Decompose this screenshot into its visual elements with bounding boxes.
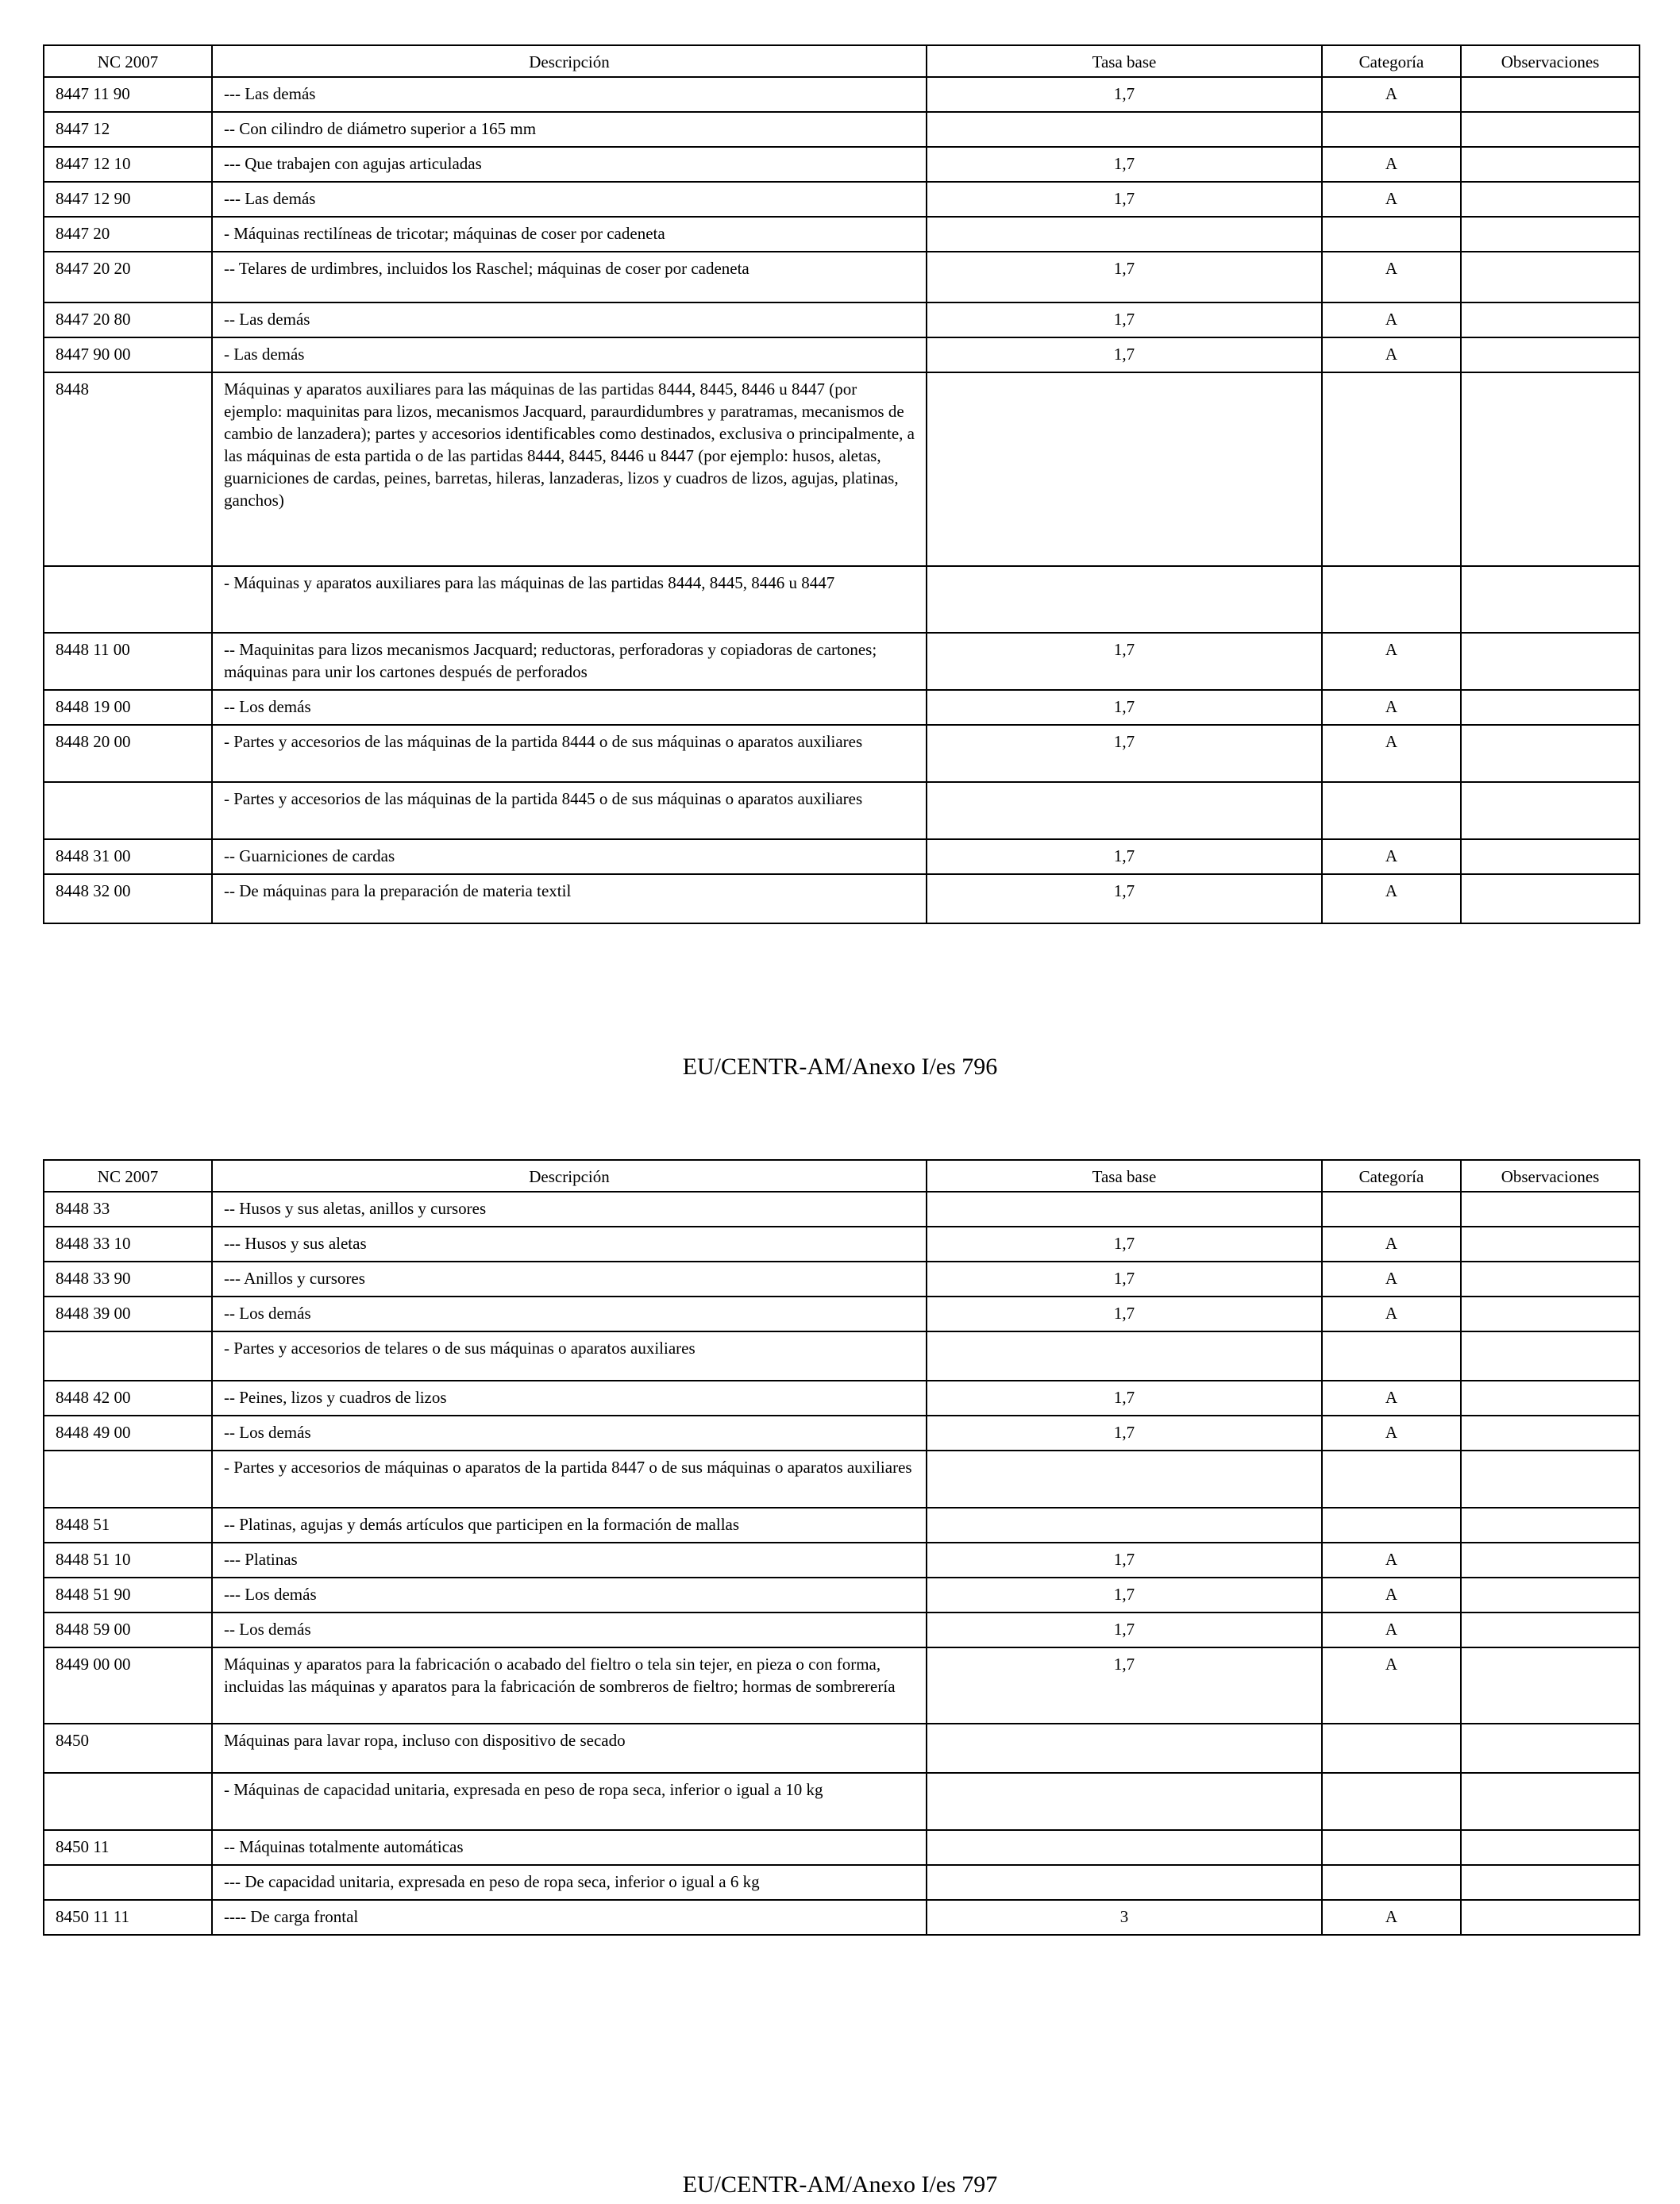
cell-category: [1322, 1192, 1461, 1227]
table-row: [44, 1613, 1640, 1647]
cell-rate: 1,7: [927, 633, 1322, 690]
cell-rate: [927, 372, 1322, 566]
cell-code: [44, 1331, 212, 1381]
cell-code: 8450 11: [44, 1830, 212, 1865]
cell-rate: 1,7: [927, 302, 1322, 337]
cell-rate: 1,7: [927, 77, 1322, 112]
cell-code: [44, 566, 212, 633]
cell-code: 8447 20: [44, 217, 212, 252]
cell-code: 8447 11 90: [44, 77, 212, 112]
cell-category: A: [1322, 182, 1461, 217]
cell-description: -- Husos y sus aletas, anillos y cursores: [212, 1192, 927, 1227]
cell-rate: [927, 1451, 1322, 1508]
cell-observations: [1461, 1578, 1640, 1613]
cell-description: - Partes y accesorios de las máquinas de la partida 8445 o de sus máquinas o aparatos auxiliares: [212, 782, 927, 839]
cell-rate: 1,7: [927, 839, 1322, 874]
header-category: Categoría: [1322, 1160, 1461, 1192]
cell-category: A: [1322, 725, 1461, 782]
header-observations: Observaciones: [1461, 45, 1640, 77]
cell-observations: [1461, 1192, 1640, 1227]
cell-description: --- Las demás: [212, 77, 927, 112]
table-header-row: [44, 1160, 1640, 1192]
cell-description: --- Anillos y cursores: [212, 1262, 927, 1297]
cell-observations: [1461, 1381, 1640, 1416]
cell-category: A: [1322, 690, 1461, 725]
table-row: [44, 633, 1640, 690]
cell-observations: [1461, 1451, 1640, 1508]
table-row: [44, 337, 1640, 372]
cell-description: -- Los demás: [212, 1613, 927, 1647]
table-row: [44, 1297, 1640, 1331]
cell-rate: [927, 1508, 1322, 1543]
cell-rate: 1,7: [927, 1416, 1322, 1451]
cell-description: --- Que trabajen con agujas articuladas: [212, 147, 927, 182]
cell-rate: 1,7: [927, 725, 1322, 782]
cell-observations: [1461, 1297, 1640, 1331]
cell-rate: [927, 1192, 1322, 1227]
cell-code: 8448 20 00: [44, 725, 212, 782]
table-header-row: [44, 45, 1640, 77]
cell-code: 8448 49 00: [44, 1416, 212, 1451]
table-row: [44, 1451, 1640, 1508]
cell-code: 8450 11 11: [44, 1900, 212, 1935]
cell-code: 8447 12 90: [44, 182, 212, 217]
cell-observations: [1461, 782, 1640, 839]
table-row: [44, 874, 1640, 923]
table-row: [44, 77, 1640, 112]
cell-description: --- De capacidad unitaria, expresada en peso de ropa seca, inferior o igual a 6 kg: [212, 1865, 927, 1900]
cell-category: A: [1322, 1227, 1461, 1262]
cell-code: [44, 782, 212, 839]
cell-rate: [927, 1773, 1322, 1830]
cell-rate: 1,7: [927, 874, 1322, 923]
table-row: [44, 1773, 1640, 1830]
cell-rate: [927, 217, 1322, 252]
cell-observations: [1461, 147, 1640, 182]
cell-observations: [1461, 1543, 1640, 1578]
tariff-table-page-797: [43, 1159, 1640, 1936]
table-row: [44, 1227, 1640, 1262]
cell-rate: 1,7: [927, 690, 1322, 725]
cell-description: -- Los demás: [212, 1297, 927, 1331]
table-row: [44, 1830, 1640, 1865]
header-category: Categoría: [1322, 45, 1461, 77]
cell-code: 8448 33: [44, 1192, 212, 1227]
cell-code: 8447 12 10: [44, 147, 212, 182]
cell-rate: [927, 112, 1322, 147]
cell-description: -- De máquinas para la preparación de materia textil: [212, 874, 927, 923]
table-row: [44, 252, 1640, 302]
cell-code: 8448 59 00: [44, 1613, 212, 1647]
cell-rate: [927, 1865, 1322, 1900]
table-row: [44, 1724, 1640, 1773]
table-row: [44, 182, 1640, 217]
header-observations: Observaciones: [1461, 1160, 1640, 1192]
cell-code: [44, 1773, 212, 1830]
table-row: [44, 112, 1640, 147]
cell-category: [1322, 217, 1461, 252]
cell-rate: [927, 566, 1322, 633]
cell-observations: [1461, 633, 1640, 690]
cell-category: A: [1322, 1297, 1461, 1331]
cell-category: A: [1322, 874, 1461, 923]
cell-observations: [1461, 1331, 1640, 1381]
table-row: [44, 1192, 1640, 1227]
cell-code: [44, 1451, 212, 1508]
cell-description: -- Maquinitas para lizos mecanismos Jacquard; reductoras, perforadoras y copiadoras de cartones; máquinas para unir los cartones después de perforados: [212, 633, 927, 690]
cell-category: [1322, 112, 1461, 147]
cell-observations: [1461, 839, 1640, 874]
table-row: [44, 1508, 1640, 1543]
cell-category: A: [1322, 337, 1461, 372]
table-row: [44, 1647, 1640, 1724]
table-row: [44, 217, 1640, 252]
cell-observations: [1461, 1900, 1640, 1935]
header-code: NC 2007: [44, 1160, 212, 1192]
cell-category: A: [1322, 1543, 1461, 1578]
table-row: [44, 566, 1640, 633]
cell-observations: [1461, 217, 1640, 252]
cell-observations: [1461, 725, 1640, 782]
header-rate: Tasa base: [927, 1160, 1322, 1192]
cell-category: [1322, 1508, 1461, 1543]
cell-observations: [1461, 1262, 1640, 1297]
header-code: NC 2007: [44, 45, 212, 77]
cell-observations: [1461, 874, 1640, 923]
cell-code: 8448 33 10: [44, 1227, 212, 1262]
cell-category: A: [1322, 1381, 1461, 1416]
cell-code: 8450: [44, 1724, 212, 1773]
cell-category: [1322, 1865, 1461, 1900]
cell-code: 8448 31 00: [44, 839, 212, 874]
cell-rate: 1,7: [927, 182, 1322, 217]
cell-observations: [1461, 690, 1640, 725]
cell-code: 8448 51 10: [44, 1543, 212, 1578]
cell-category: [1322, 1331, 1461, 1381]
cell-category: A: [1322, 77, 1461, 112]
cell-description: - Partes y accesorios de las máquinas de la partida 8444 o de sus máquinas o aparatos auxiliares: [212, 725, 927, 782]
cell-category: A: [1322, 252, 1461, 302]
cell-rate: 3: [927, 1900, 1322, 1935]
cell-rate: 1,7: [927, 1543, 1322, 1578]
table-row: [44, 839, 1640, 874]
table-row: [44, 1331, 1640, 1381]
cell-rate: 1,7: [927, 1647, 1322, 1724]
cell-category: A: [1322, 633, 1461, 690]
table-row: [44, 1578, 1640, 1613]
table-row: [44, 147, 1640, 182]
cell-code: 8447 20 80: [44, 302, 212, 337]
cell-description: --- Las demás: [212, 182, 927, 217]
table-row: [44, 690, 1640, 725]
cell-code: 8448 11 00: [44, 633, 212, 690]
table-row: [44, 1900, 1640, 1935]
cell-category: A: [1322, 1578, 1461, 1613]
cell-rate: 1,7: [927, 1381, 1322, 1416]
cell-description: ---- De carga frontal: [212, 1900, 927, 1935]
cell-category: [1322, 372, 1461, 566]
cell-observations: [1461, 1865, 1640, 1900]
cell-category: A: [1322, 1416, 1461, 1451]
cell-description: --- Platinas: [212, 1543, 927, 1578]
cell-category: [1322, 1451, 1461, 1508]
header-description: Descripción: [212, 1160, 927, 1192]
header-description: Descripción: [212, 45, 927, 77]
cell-description: -- Los demás: [212, 690, 927, 725]
cell-category: A: [1322, 1262, 1461, 1297]
cell-description: -- Peines, lizos y cuadros de lizos: [212, 1381, 927, 1416]
cell-code: 8448 33 90: [44, 1262, 212, 1297]
cell-rate: 1,7: [927, 252, 1322, 302]
page-footer-797: EU/CENTR-AM/Anexo I/es 797: [682, 2171, 998, 2198]
cell-rate: [927, 1830, 1322, 1865]
cell-code: 8447 90 00: [44, 337, 212, 372]
cell-observations: [1461, 566, 1640, 633]
table-row: [44, 372, 1640, 566]
cell-description: -- Telares de urdimbres, incluidos los Raschel; máquinas de coser por cadeneta: [212, 252, 927, 302]
cell-description: - Partes y accesorios de máquinas o aparatos de la partida 8447 o de sus máquinas o aparatos auxiliares: [212, 1451, 927, 1508]
cell-rate: 1,7: [927, 1297, 1322, 1331]
table-row: [44, 1416, 1640, 1451]
cell-category: [1322, 1830, 1461, 1865]
cell-category: [1322, 566, 1461, 633]
cell-observations: [1461, 1508, 1640, 1543]
cell-description: -- Las demás: [212, 302, 927, 337]
cell-observations: [1461, 337, 1640, 372]
cell-category: A: [1322, 147, 1461, 182]
cell-rate: [927, 1331, 1322, 1381]
cell-observations: [1461, 252, 1640, 302]
table-row: [44, 1381, 1640, 1416]
cell-code: 8448 51: [44, 1508, 212, 1543]
cell-description: -- Guarniciones de cardas: [212, 839, 927, 874]
cell-description: - Partes y accesorios de telares o de sus máquinas o aparatos auxiliares: [212, 1331, 927, 1381]
cell-description: -- Máquinas totalmente automáticas: [212, 1830, 927, 1865]
cell-observations: [1461, 1416, 1640, 1451]
table-row: [44, 782, 1640, 839]
cell-description: - Máquinas de capacidad unitaria, expresada en peso de ropa seca, inferior o igual a 10 kg: [212, 1773, 927, 1830]
cell-category: [1322, 1724, 1461, 1773]
cell-category: A: [1322, 839, 1461, 874]
cell-observations: [1461, 302, 1640, 337]
cell-observations: [1461, 1830, 1640, 1865]
cell-description: Máquinas y aparatos auxiliares para las máquinas de las partidas 8444, 8445, 8446 u 8447 (por ejemplo: maquinitas para lizos, mecanismos Jacquard, paraurdidumbres y paratramas, mecanismos de cambio de lanzadera); partes y accesorios identificables como destinados, exclusiva o principalmente, a las máquinas de esta partida o de las partidas 8444, 8445, 8446 u 8447 (por ejemplo: husos, aletas, guarniciones de cardas, peines, barretas, hileras, lanzaderas, lizos y cuadros de lizos, agujas, platinas, ganchos): [212, 372, 927, 566]
cell-rate: 1,7: [927, 1578, 1322, 1613]
cell-description: - Máquinas y aparatos auxiliares para las máquinas de las partidas 8444, 8445, 8446 u 8447: [212, 566, 927, 633]
cell-code: 8448 32 00: [44, 874, 212, 923]
table-row: [44, 1865, 1640, 1900]
table-row: [44, 1543, 1640, 1578]
table-row: [44, 302, 1640, 337]
cell-description: --- Los demás: [212, 1578, 927, 1613]
cell-observations: [1461, 1724, 1640, 1773]
table-row: [44, 725, 1640, 782]
cell-category: A: [1322, 1900, 1461, 1935]
cell-observations: [1461, 1613, 1640, 1647]
table-row: [44, 1262, 1640, 1297]
tariff-table-page-796: [43, 44, 1640, 924]
header-rate: Tasa base: [927, 45, 1322, 77]
cell-category: A: [1322, 302, 1461, 337]
cell-rate: [927, 1724, 1322, 1773]
cell-observations: [1461, 182, 1640, 217]
cell-rate: 1,7: [927, 147, 1322, 182]
cell-rate: 1,7: [927, 337, 1322, 372]
cell-description: --- Husos y sus aletas: [212, 1227, 927, 1262]
cell-description: Máquinas para lavar ropa, incluso con dispositivo de secado: [212, 1724, 927, 1773]
cell-code: 8448: [44, 372, 212, 566]
page-footer-796: EU/CENTR-AM/Anexo I/es 796: [682, 1054, 998, 1080]
cell-rate: 1,7: [927, 1613, 1322, 1647]
cell-description: -- Con cilindro de diámetro superior a 165 mm: [212, 112, 927, 147]
cell-code: 8448 42 00: [44, 1381, 212, 1416]
cell-observations: [1461, 372, 1640, 566]
cell-code: 8448 51 90: [44, 1578, 212, 1613]
cell-rate: 1,7: [927, 1227, 1322, 1262]
cell-category: A: [1322, 1647, 1461, 1724]
cell-code: 8448 19 00: [44, 690, 212, 725]
cell-code: 8447 12: [44, 112, 212, 147]
cell-rate: 1,7: [927, 1262, 1322, 1297]
cell-code: 8449 00 00: [44, 1647, 212, 1724]
cell-description: - Las demás: [212, 337, 927, 372]
cell-observations: [1461, 112, 1640, 147]
cell-description: Máquinas y aparatos para la fabricación o acabado del fieltro o tela sin tejer, en pieza o con forma, incluidas las máquinas y aparatos para la fabricación de sombreros de fieltro; hormas de sombrerería: [212, 1647, 927, 1724]
cell-observations: [1461, 1647, 1640, 1724]
cell-observations: [1461, 1227, 1640, 1262]
cell-observations: [1461, 1773, 1640, 1830]
cell-code: [44, 1865, 212, 1900]
cell-description: - Máquinas rectilíneas de tricotar; máquinas de coser por cadeneta: [212, 217, 927, 252]
cell-description: -- Los demás: [212, 1416, 927, 1451]
cell-observations: [1461, 77, 1640, 112]
cell-code: 8448 39 00: [44, 1297, 212, 1331]
cell-category: [1322, 1773, 1461, 1830]
cell-description: -- Platinas, agujas y demás artículos que participen en la formación de mallas: [212, 1508, 927, 1543]
cell-category: A: [1322, 1613, 1461, 1647]
cell-category: [1322, 782, 1461, 839]
cell-code: 8447 20 20: [44, 252, 212, 302]
cell-rate: [927, 782, 1322, 839]
